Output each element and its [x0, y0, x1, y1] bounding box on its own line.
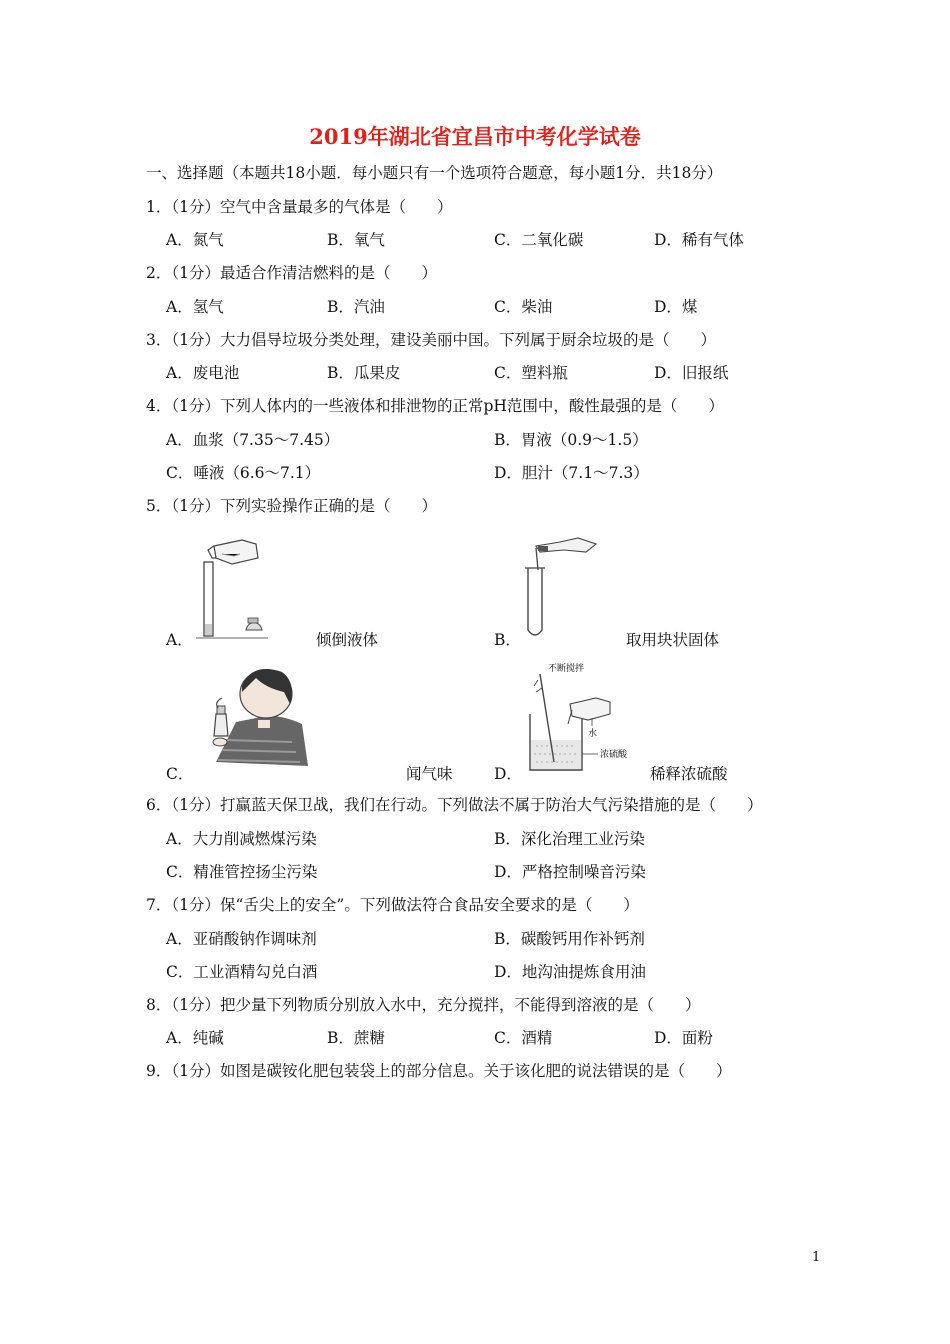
option-a: A．氢气 [166, 298, 224, 316]
option-a: A．废电池 [166, 364, 240, 382]
option-b: B．深化治理工业污染 [494, 830, 645, 848]
option-d: D．面粉 [654, 1029, 713, 1047]
option-c: C． [166, 765, 194, 783]
figure-pouring-liquid [196, 534, 276, 644]
option-c: C．精准管控扬尘污染 [166, 863, 318, 881]
option-d: D．煤 [654, 298, 698, 316]
option-a: A．大力削减燃煤污染 [166, 830, 317, 848]
option-a: A．纯碱 [166, 1029, 224, 1047]
question-stem: 2．（1分）最适合作清洁燃料的是（ ） [146, 264, 437, 282]
figure-diluting-acid [516, 658, 646, 776]
option-a: A．亚硝酸钠作调味剂 [166, 930, 317, 948]
caption-b: 取用块状固体 [626, 631, 720, 649]
question-stem: 1．（1分）空气中含量最多的气体是（ ） [146, 198, 453, 216]
option-d: D． [494, 765, 522, 783]
label-concentrated-acid: 浓硫酸 [600, 750, 628, 760]
option-b: B．氧气 [327, 231, 385, 249]
caption-c: 闻气味 [406, 765, 453, 783]
caption-d: 稀释浓硫酸 [650, 765, 728, 783]
question-stem: 3．（1分）大力倡导垃圾分类处理，建设美丽中国。下列属于厨余垃圾的是（ ） [146, 331, 716, 349]
option-b: B．蔗糖 [327, 1029, 385, 1047]
option-b: B． [494, 631, 521, 649]
option-c: C．二氧化碳 [494, 231, 584, 249]
page-title: 2019年湖北省宜昌市中考化学试卷 [309, 124, 641, 149]
figure-taking-solid [516, 530, 606, 642]
option-c: C．柴油 [494, 298, 553, 316]
option-b: B．碳酸钙用作补钙剂 [494, 930, 645, 948]
option-b: B．汽油 [327, 298, 385, 316]
option-c: C．酒精 [494, 1029, 553, 1047]
option-d: D．地沟油提炼食用油 [494, 963, 646, 981]
option-c: C．唾液（6.6～7.1） [166, 464, 321, 482]
label-stirring: 不断搅拌 [548, 664, 585, 674]
option-d: D．严格控制噪音污染 [494, 863, 646, 881]
option-b: B．瓜果皮 [327, 364, 401, 382]
option-d: D．胆汁（7.1～7.3） [494, 464, 649, 482]
section-heading: 一、选择题（本题共18小题．每小题只有一个选项符合题意，每小题1分．共18分） [146, 164, 723, 182]
figure-smelling [196, 662, 308, 774]
option-b: B．胃液（0.9～1.5） [494, 431, 648, 449]
caption-a: 倾倒液体 [316, 631, 379, 649]
option-c: C．塑料瓶 [494, 364, 568, 382]
option-d: D．旧报纸 [654, 364, 729, 382]
question-stem: 7．（1分）保“舌尖上的安全”。下列做法符合食品安全要求的是（ ） [146, 896, 639, 914]
option-d: D．稀有气体 [654, 231, 744, 249]
option-c: C．工业酒精勾兑白酒 [166, 963, 318, 981]
page-number: 1 [812, 1250, 821, 1265]
question-stem: 9．（1分）如图是碳铵化肥包装袋上的部分信息。关于该化肥的说法错误的是（ ） [146, 1062, 732, 1080]
question-stem: 6．（1分）打赢蓝天保卫战，我们在行动。下列做法不属于防治大气污染措施的是（ ） [146, 796, 763, 814]
option-a: A． [166, 631, 193, 649]
option-a: A．氮气 [166, 231, 224, 249]
option-a: A．血浆（7.35～7.45） [166, 431, 340, 449]
question-stem: 8．（1分）把少量下列物质分别放入水中，充分搅拌，不能得到溶液的是（ ） [146, 996, 701, 1014]
label-water: 水 [588, 729, 598, 739]
question-stem: 4．（1分）下列人体内的一些液体和排泄物的正常pH范围中，酸性最强的是（ ） [146, 397, 724, 415]
question-stem: 5．（1分）下列实验操作正确的是（ ） [146, 497, 437, 515]
